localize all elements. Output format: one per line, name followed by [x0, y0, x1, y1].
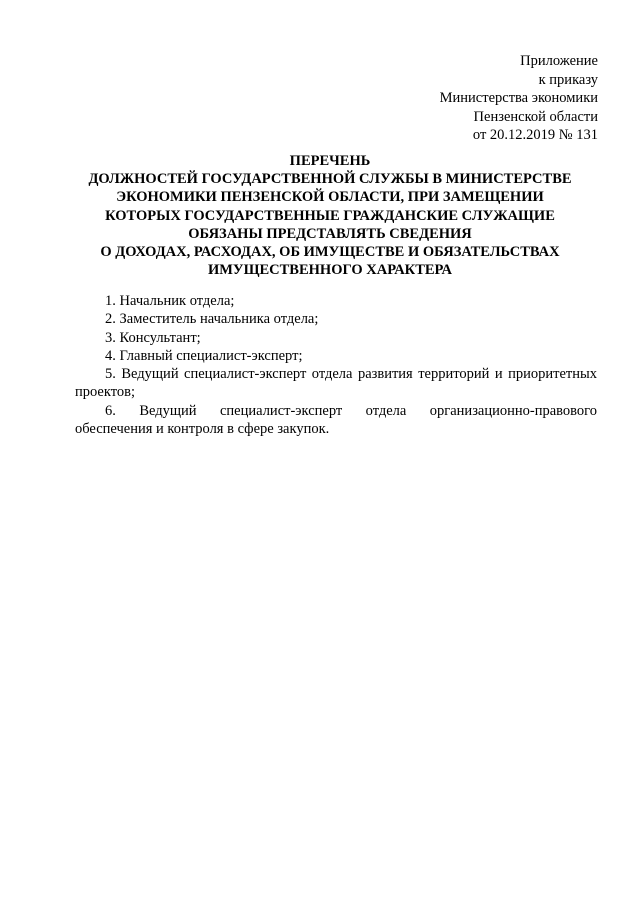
approval-header [338, 52, 598, 145]
header-line-region: Пензенской области [473, 108, 598, 125]
list-item: 4. Главный специалист-эксперт; [105, 347, 303, 364]
list-item: 5. Ведущий специалист-эксперт отдела развития территорий и приоритетных проектов; [75, 366, 597, 401]
title-line-1: ПЕРЕЧЕНЬ [289, 153, 371, 169]
title-line-5: ОБЯЗАНЫ ПРЕДСТАВЛЯТЬ СВЕДЕНИЯ [188, 225, 472, 242]
list-item: 3. Консультант; [105, 329, 201, 346]
title-line-7: ИМУЩЕСТВЕННОГО ХАРАКТЕРА [207, 262, 453, 279]
list-item: 6. Ведущий специалист-эксперт отдела организационно-правового обеспечения и контроля в сфере закупок. [75, 402, 597, 438]
header-line-date-number: от 20.12.2019 № 131 [472, 127, 598, 143]
title-line-2: ДОЛЖНОСТЕЙ ГОСУДАРСТВЕННОЙ СЛУЖБЫ В МИНИСТЕРСТВЕ [88, 171, 572, 188]
header-line-appendix: Приложение [520, 53, 598, 69]
title-line-4: КОТОРЫХ ГОСУДАРСТВЕННЫЕ ГРАЖДАНСКИЕ СЛУЖАЩИЕ [105, 207, 555, 224]
title-line-6: О ДОХОДАХ, РАСХОДАХ, ОБ ИМУЩЕСТВЕ И ОБЯЗАТЕЛЬСТВАХ [100, 244, 560, 261]
document-title [60, 152, 600, 279]
positions-list [75, 292, 597, 438]
header-line-ministry: Министерства экономики [439, 90, 598, 106]
list-item: 2. Заместитель начальника отдела; [105, 311, 319, 328]
list-item: 1. Начальник отдела; [105, 293, 235, 309]
header-line-order: к приказу [538, 71, 598, 88]
title-line-3: ЭКОНОМИКИ ПЕНЗЕНСКОЙ ОБЛАСТИ, ПРИ ЗАМЕЩЕНИИ [116, 189, 544, 206]
